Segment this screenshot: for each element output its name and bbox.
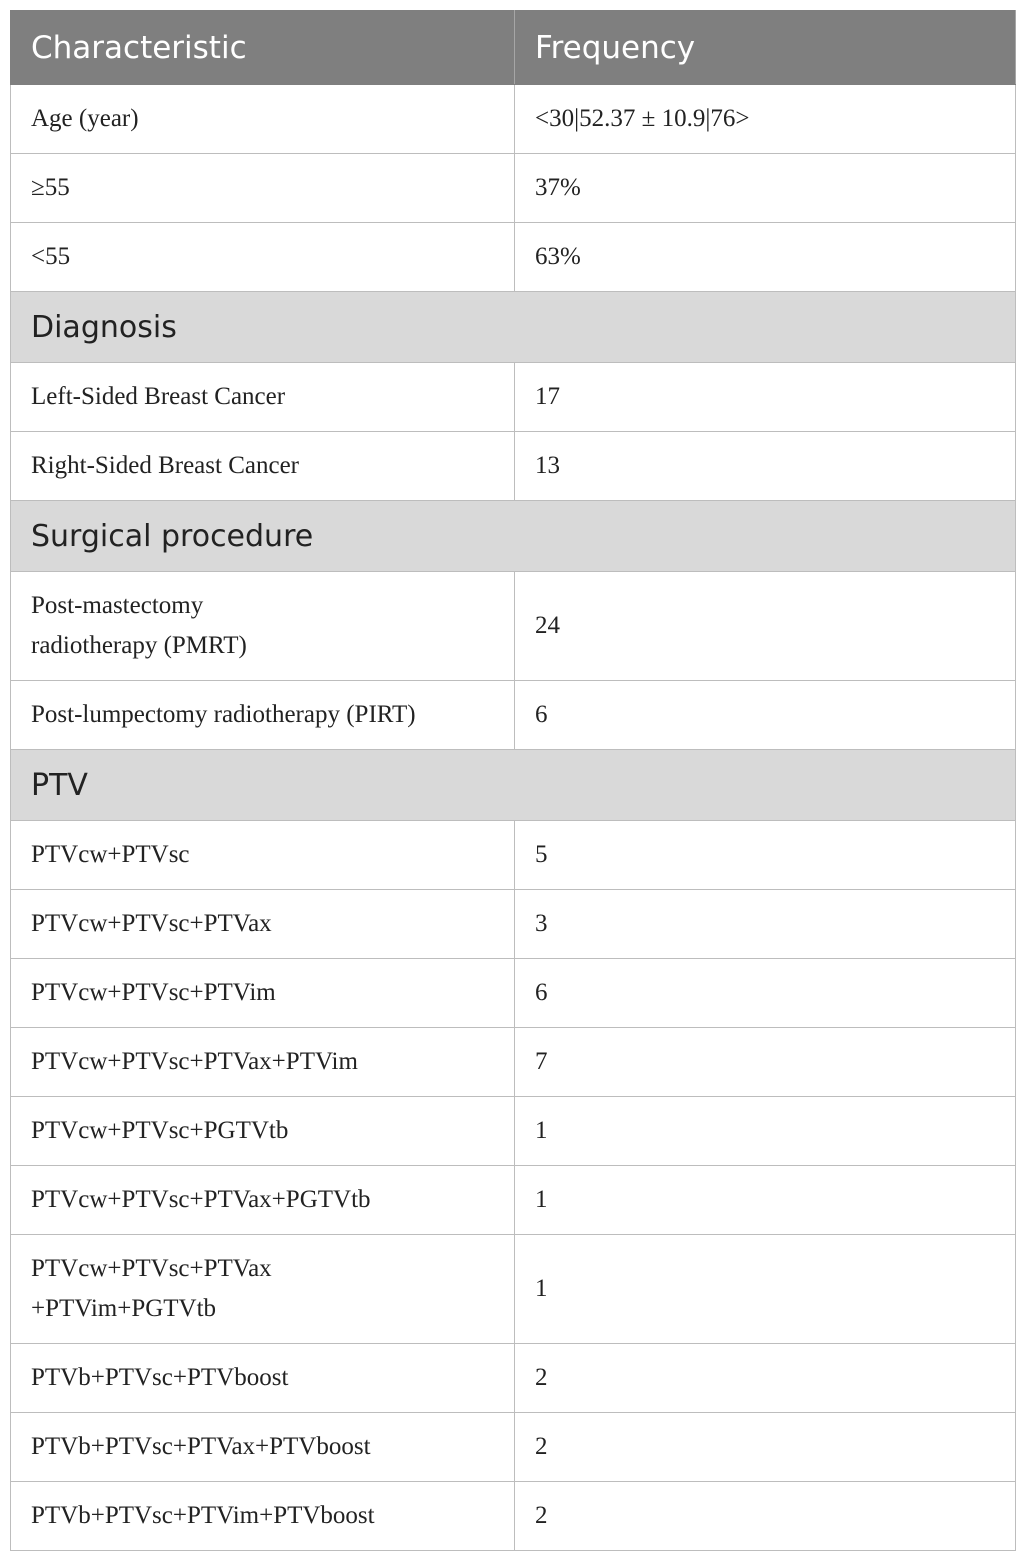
table-row: [11, 681, 1016, 750]
row-value: 63%: [515, 223, 1016, 292]
table-row: [11, 821, 1016, 890]
row-label: PTVb+PTVsc+PTVax+PTVboost: [11, 1413, 515, 1482]
table-row: [11, 1097, 1016, 1166]
table-row: [11, 363, 1016, 432]
row-label: Post-mastectomy radiotherapy (PMRT): [11, 572, 515, 681]
row-value: 6: [515, 959, 1016, 1028]
row-value: 2: [515, 1344, 1016, 1413]
table-row: [11, 1166, 1016, 1235]
table-row: [11, 890, 1016, 959]
row-label: ≥55: [11, 154, 515, 223]
row-label: PTVcw+PTVsc+PTVim: [11, 959, 515, 1028]
row-label: <55: [11, 223, 515, 292]
row-value: 17: [515, 363, 1016, 432]
section-title: Surgical procedure: [11, 501, 1016, 572]
row-label: PTVcw+PTVsc: [11, 821, 515, 890]
row-value: 37%: [515, 154, 1016, 223]
row-value: 1: [515, 1235, 1016, 1344]
row-label: Left-Sided Breast Cancer: [11, 363, 515, 432]
header-frequency: Frequency: [515, 11, 1016, 85]
section-header-row: [11, 750, 1016, 821]
row-label: PTVcw+PTVsc+PTVax+PGTVtb: [11, 1166, 515, 1235]
table-row: [11, 154, 1016, 223]
row-value: 13: [515, 432, 1016, 501]
row-value: 2: [515, 1482, 1016, 1551]
row-label: PTVb+PTVsc+PTVboost: [11, 1344, 515, 1413]
table-row: [11, 1235, 1016, 1344]
characteristics-table: [10, 10, 1016, 1551]
table-row: [11, 1482, 1016, 1551]
table-row: [11, 572, 1016, 681]
row-label: Post-lumpectomy radiotherapy (PIRT): [11, 681, 515, 750]
section-header-row: [11, 292, 1016, 363]
table-row: [11, 223, 1016, 292]
row-label: PTVb+PTVsc+PTVim+PTVboost: [11, 1482, 515, 1551]
table-row: [11, 1413, 1016, 1482]
row-label: Age (year): [11, 85, 515, 154]
table-header-row: [11, 11, 1016, 85]
row-label: PTVcw+PTVsc+PTVax +PTVim+PGTVtb: [11, 1235, 515, 1344]
row-value: 2: [515, 1413, 1016, 1482]
table-row: [11, 432, 1016, 501]
section-title: Diagnosis: [11, 292, 1016, 363]
section-title: PTV: [11, 750, 1016, 821]
row-value: 5: [515, 821, 1016, 890]
row-label: PTVcw+PTVsc+PTVax: [11, 890, 515, 959]
row-value: 1: [515, 1097, 1016, 1166]
table-row: [11, 1344, 1016, 1413]
row-label: PTVcw+PTVsc+PGTVtb: [11, 1097, 515, 1166]
table-row: [11, 85, 1016, 154]
row-value: 6: [515, 681, 1016, 750]
section-header-row: [11, 501, 1016, 572]
row-value: 24: [515, 572, 1016, 681]
row-label: Right-Sided Breast Cancer: [11, 432, 515, 501]
row-value: 7: [515, 1028, 1016, 1097]
table-row: [11, 1028, 1016, 1097]
table-row: [11, 959, 1016, 1028]
row-value: 3: [515, 890, 1016, 959]
row-value: 1: [515, 1166, 1016, 1235]
header-characteristic: Characteristic: [11, 11, 515, 85]
row-value: <30|52.37 ± 10.9|76>: [515, 85, 1016, 154]
row-label: PTVcw+PTVsc+PTVax+PTVim: [11, 1028, 515, 1097]
